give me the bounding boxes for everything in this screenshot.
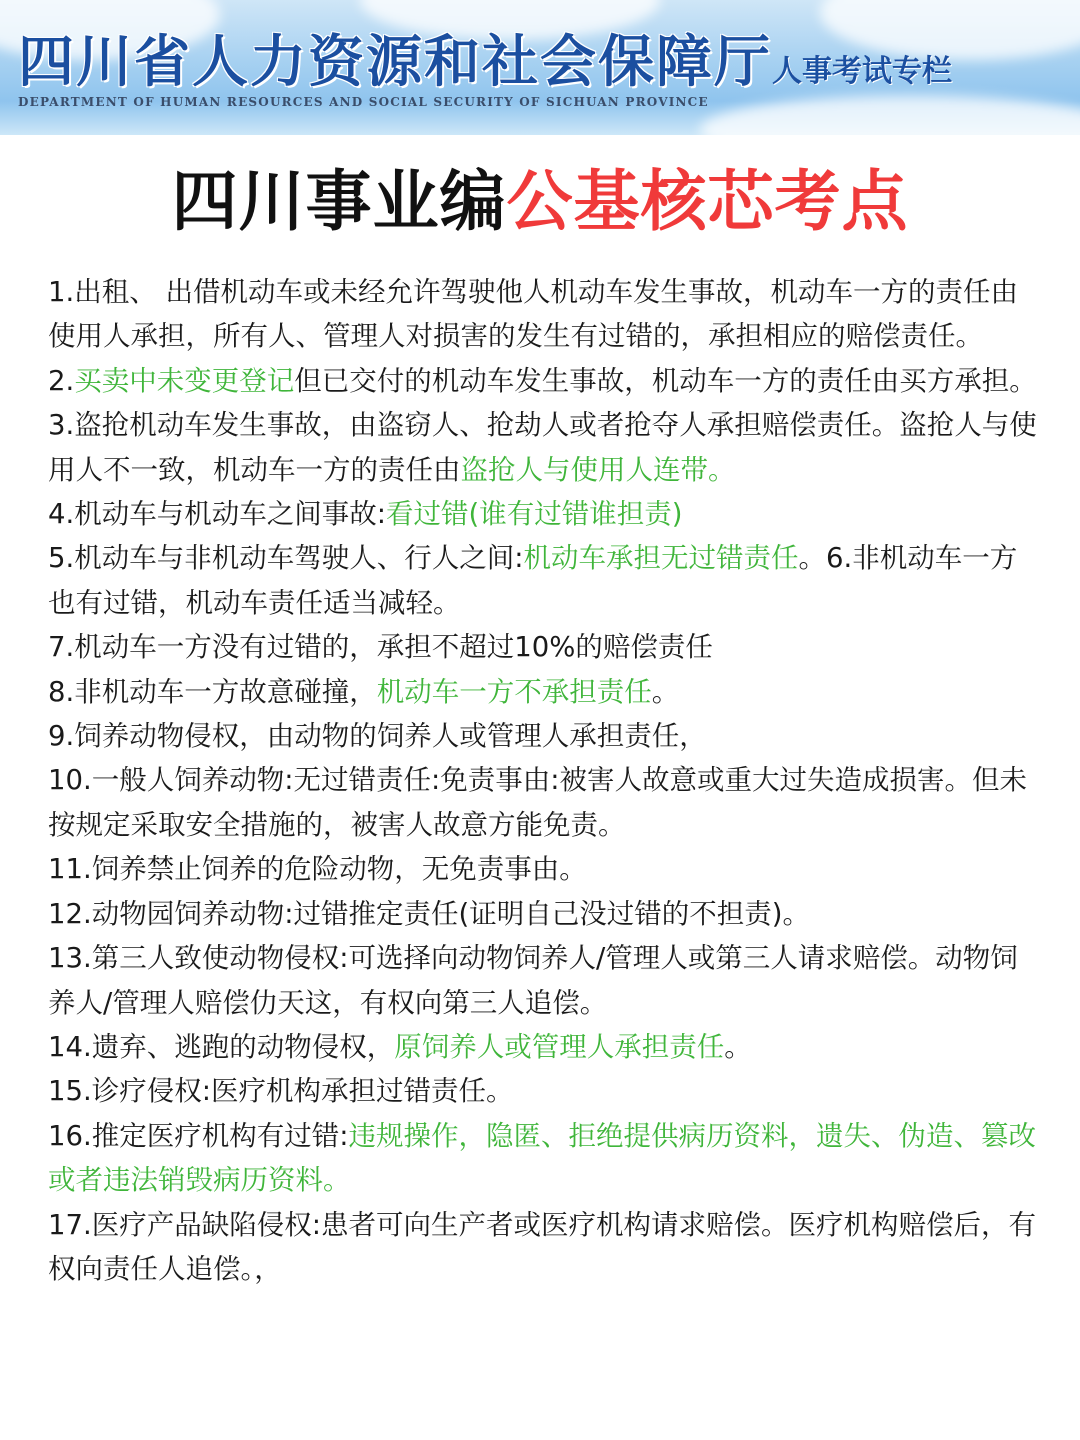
point-text: 11.饲养禁止饲养的危险动物，无免责事由。 xyxy=(48,853,587,886)
highlighted-text: 盗抢人与使用人连带。 xyxy=(460,453,736,486)
point-text: 10.一般人饲养动物:无过错责任:免责事由:被害人故意或重大过失造成损害。但未按规定采取安全措施的，被害人故意方能免责。 xyxy=(48,764,1028,841)
point-text: 但已交付的机动车发生事故，机动车一方的责任由买方承担。 xyxy=(294,364,1037,397)
point-text: 13.第三人致使动物侵权:可选择向动物饲养人/管理人或第三人请求赔偿。动物饲养人/管理人赔偿仂天这，有权向第三人追偿。 xyxy=(48,942,1018,1019)
key-point-item xyxy=(48,492,1038,536)
key-point-item xyxy=(48,536,1038,625)
key-point-item xyxy=(48,1025,1038,1069)
banner-column-label: 人事考试专栏 xyxy=(772,54,952,89)
key-point-item xyxy=(48,1114,1038,1203)
key-point-item xyxy=(48,270,1038,359)
highlighted-text: 原饲养人或管理人承担责任 xyxy=(394,1030,725,1063)
point-text: 7.机动车一方没有过错的，承担不超过10%的赔偿责任 xyxy=(48,631,713,664)
page-title-black: 四川事业编 xyxy=(171,163,507,240)
point-text: 2. xyxy=(48,364,75,397)
point-text: 3.盗抢机动车发生事故，由盗窃人、抢劫人或者抢夺人承担赔偿责任。盗抢人与使用人不一致，机动车一方的责任由 xyxy=(48,409,1037,486)
point-text: 9.饲养动物侵权，由动物的饲养人或管理人承担责任， xyxy=(48,720,707,753)
key-point-item xyxy=(48,847,1038,891)
point-text: 。 xyxy=(651,675,680,708)
cloud-decoration xyxy=(700,95,1080,135)
highlighted-text: 违规操作，隐匿、拒绝提供病历资料，遗失、伪造、篡改或者违法销毁病历资料。 xyxy=(48,1119,1036,1197)
point-text: 1.出租、 出借机动车或未经允许驾驶他人机动车发生事故，机动车一方的责任由使用人承担，所有人、管理人对损害的发生有过错的，承担相应的赔偿责任。 xyxy=(48,276,1018,353)
key-point-item xyxy=(48,359,1038,403)
banner-subtitle: DEPARTMENT OF HUMAN RESOURCES AND SOCIAL SECURITY OF SICHUAN PROVINCE xyxy=(18,95,709,109)
key-point-item xyxy=(48,936,1038,1025)
point-text: 15.诊疗侵权:医疗机构承担过错责任。 xyxy=(48,1075,514,1108)
point-text: 14.遗弃、逃跑的动物侵权， xyxy=(48,1030,395,1063)
highlighted-text: 机动车一方不承担责任 xyxy=(376,675,652,708)
point-text: 17.医疗产品缺陷侵权:患者可向生产者或医疗机构请求赔偿。医疗机构赔偿后，有权向责任人追偿。， xyxy=(48,1208,1036,1285)
key-point-item xyxy=(48,714,1038,758)
point-text: 8.非机动车一方故意碰撞， xyxy=(48,675,377,708)
highlighted-text: 机动车承担无过错责任 xyxy=(523,542,799,575)
point-text: 12.动物园饲养动物:过错推定责任(证明自己没过错的不担责)。 xyxy=(48,897,810,930)
key-point-item xyxy=(48,625,1038,669)
highlighted-text: 看过错(谁有过错谁担责) xyxy=(386,498,683,531)
point-text: 5.机动车与非机动车驾驶人、行人之间: xyxy=(48,542,524,575)
point-text: 。 xyxy=(724,1030,752,1063)
key-point-item xyxy=(48,758,1038,847)
key-points-list xyxy=(48,270,1038,1291)
point-text: 16.推定医疗机构有过错: xyxy=(48,1119,349,1152)
page-title-red: 公基核芯考点 xyxy=(506,163,909,240)
key-point-item xyxy=(48,403,1038,492)
page-title xyxy=(0,148,1080,243)
point-text: 。6.非机动车一方也有过错，机动车责任适当减轻。 xyxy=(48,542,1018,619)
banner-title: 四川省人力资源和社会保障厅 xyxy=(18,29,772,95)
key-point-item xyxy=(48,670,1038,714)
highlighted-text: 买卖中未变更登记 xyxy=(74,364,295,397)
point-text: 4.机动车与机动车之间事故: xyxy=(48,498,387,531)
key-point-item xyxy=(48,892,1038,936)
key-point-item xyxy=(48,1203,1038,1292)
key-point-item xyxy=(48,1069,1038,1113)
header-banner xyxy=(0,0,1080,135)
